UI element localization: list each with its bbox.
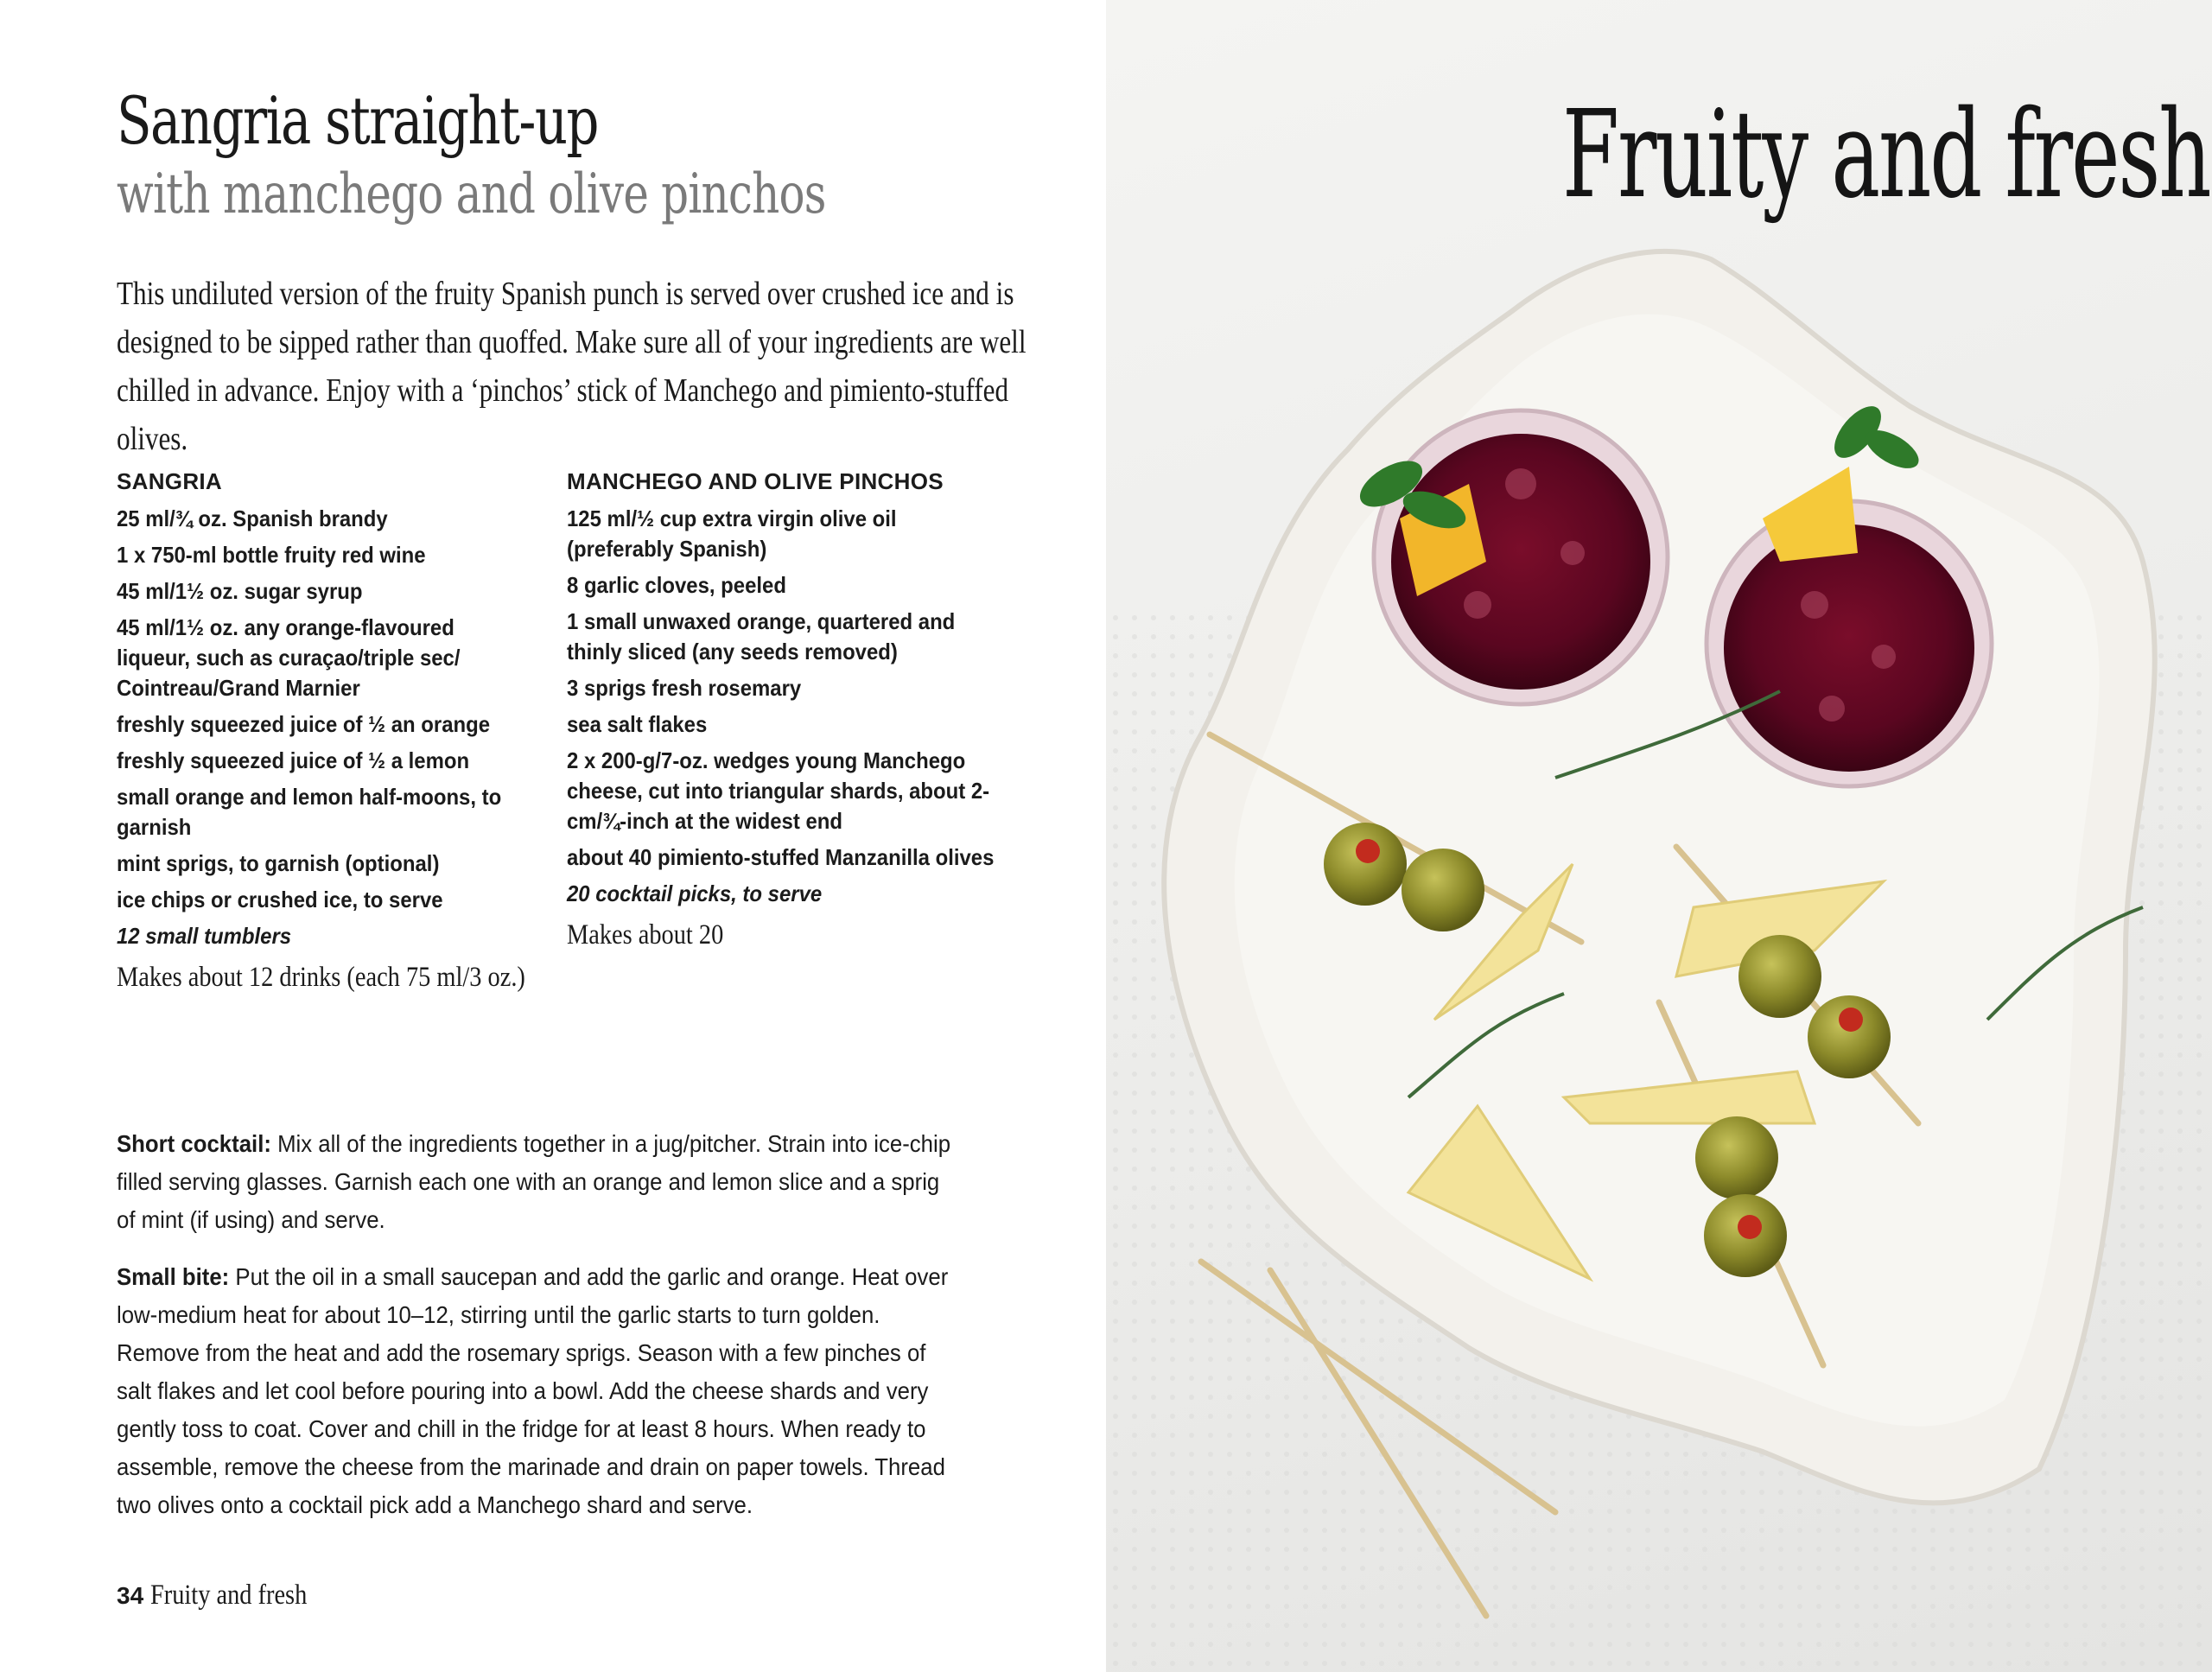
ingredient: 2 x 200-g/7-oz. wedges young Manchego cheese, cut into triangular shards, about 2-cm/¾-inch at the widest end	[567, 747, 990, 834]
method-text: Mix all of the ingredients together in a jug/pitcher. Strain into ice-chip filled serving glasses. Garnish each one with an orange and lemon slice and a sprig of mint (if using) and serve.	[117, 1130, 951, 1233]
recipe-intro: This undiluted version of the fruity Spanish punch is served over crushed ice and is designed to be sipped rather than quoffed. Make sure all of your ingredients are well chilled in advance. Enjoy with a ‘pinchos’ stick of Manchego and pimiento-stuffed olives.	[117, 276, 1027, 457]
method-text: Put the oil in a small saucepan and add the garlic and orange. Heat over low-medium heat for about 10–12, stirring until the garlic starts to turn golden. Remove from the heat and add the rosemary sprigs. Season with a few pinches of salt flakes and let cool before pouring into a bowl. Add the cheese shards and very gently toss to coat. Cover and chill in the fridge for at least 8 hours. When ready to assemble, remove the cheese from the marinade and drain on paper towels. Thread two olives onto a cocktail pick add a Manchego shard and serve.	[117, 1263, 949, 1518]
method-label: Short cocktail:	[117, 1130, 271, 1157]
ingredient: 3 sprigs fresh rosemary	[567, 675, 802, 701]
sangria-ingredients	[117, 467, 531, 996]
photo-title: Fruity and fresh	[1562, 85, 2210, 226]
sangria-glass	[1724, 524, 1974, 772]
ingredient: ice chips or crushed ice, to serve	[117, 887, 443, 912]
ingredient: about 40 pimiento-stuffed Manzanilla olives	[567, 844, 995, 870]
ingredient: 25 ml/¾ oz. Spanish brandy	[117, 505, 388, 531]
method-small-bite	[117, 1258, 951, 1524]
page-footer	[117, 1580, 333, 1612]
pinchos-heading: MANCHEGO AND OLIVE PINCHOS	[567, 468, 944, 494]
ingredient: freshly squeezed juice of ½ an orange	[117, 711, 491, 737]
ingredient: 45 ml/1½ oz. sugar syrup	[117, 578, 363, 604]
recipe-title: Sangria straight-up	[117, 82, 598, 159]
ingredient: 125 ml/½ cup extra virgin olive oil (preferably Spanish)	[567, 505, 897, 562]
pinchos-yield: Makes about 20	[567, 919, 724, 950]
ingredient: 20 cocktail picks, to serve	[567, 881, 823, 906]
sangria-heading: SANGRIA	[117, 468, 222, 494]
photo-page	[1106, 0, 2212, 1672]
method-label: Small bite:	[117, 1263, 230, 1290]
method-short-cocktail	[117, 1125, 951, 1239]
pinchos-ingredients	[567, 467, 999, 954]
ingredient: small orange and lemon half-moons, to garnish	[117, 784, 502, 840]
sangria-yield: Makes about 12 drinks (each 75 ml/3 oz.)	[117, 962, 525, 993]
ingredient: 1 small unwaxed orange, quartered and thinly sliced (any seeds removed)	[567, 608, 956, 664]
ingredient: freshly squeezed juice of ½ a lemon	[117, 747, 470, 773]
ingredient: mint sprigs, to garnish (optional)	[117, 850, 440, 876]
ingredient: 1 x 750-ml bottle fruity red wine	[117, 542, 426, 568]
ingredient: 8 garlic cloves, peeled	[567, 572, 786, 598]
ingredient: 12 small tumblers	[117, 923, 292, 949]
ingredient: 45 ml/1½ oz. any orange-flavoured liqueur, such as curaçao/triple sec/ Cointreau/Grand Marnier	[117, 614, 461, 701]
food-photo	[1106, 0, 2212, 1672]
ingredient: sea salt flakes	[567, 711, 708, 737]
recipe-subtitle: with manchego and olive pinchos	[117, 162, 826, 226]
page-number: 34	[117, 1582, 144, 1609]
footer-section: Fruity and fresh	[150, 1580, 308, 1611]
